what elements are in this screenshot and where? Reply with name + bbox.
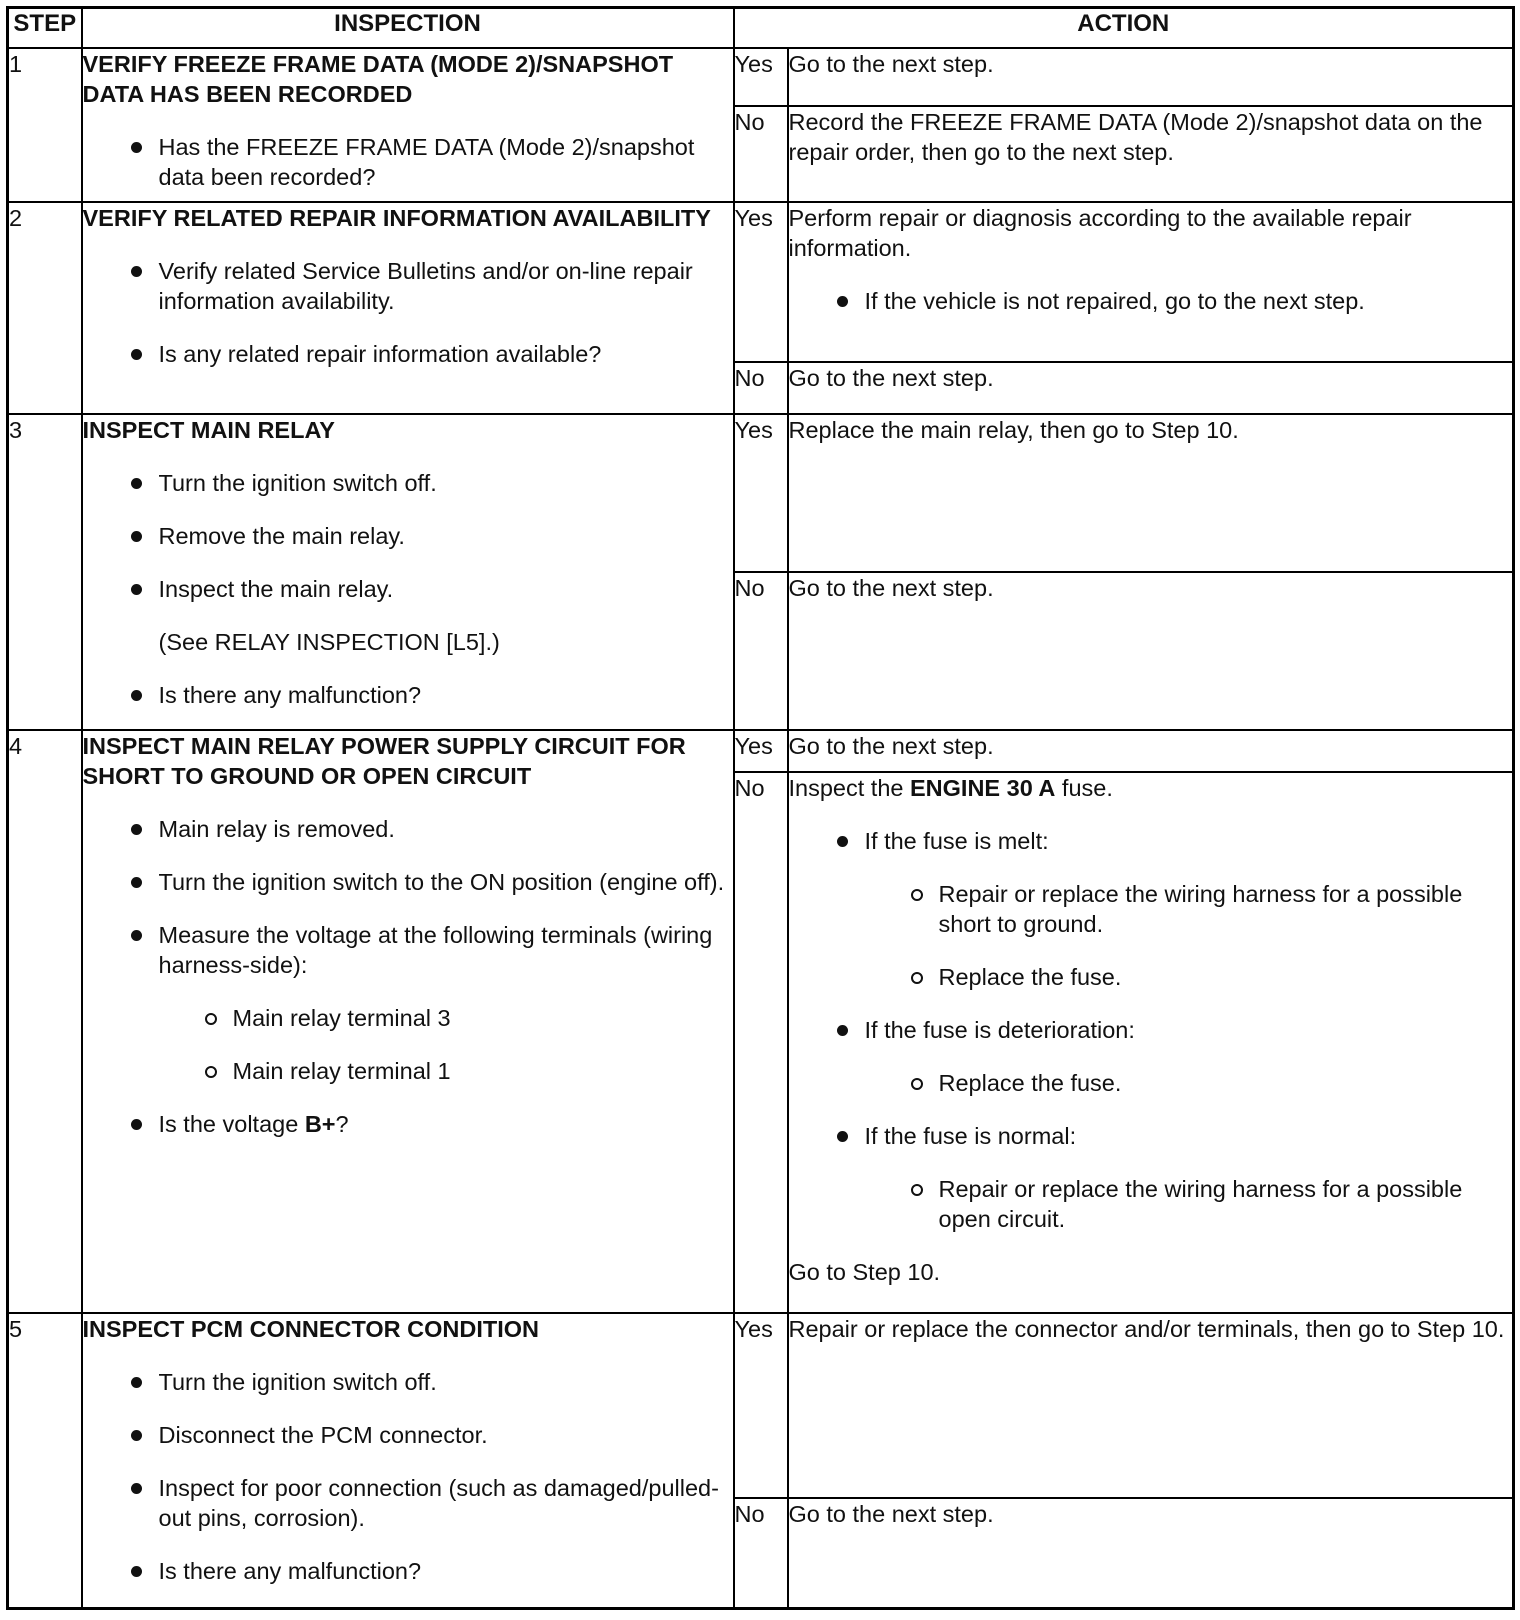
action-item: If the fuse is deterioration: bbox=[789, 1015, 1513, 1045]
inspection-cell bbox=[82, 1313, 734, 1608]
fuse-name: ENGINE 30 A bbox=[910, 775, 1056, 801]
voltage-question-mark: ? bbox=[335, 1111, 349, 1137]
inspection-item: Is there any malfunction? bbox=[83, 1556, 733, 1586]
step-number: 2 bbox=[8, 202, 82, 414]
inspection-list bbox=[83, 468, 733, 710]
diagnostic-procedure-table bbox=[6, 6, 1515, 1610]
yes-label: Yes bbox=[734, 202, 788, 362]
inspection-reference: (See RELAY INSPECTION [L5].) bbox=[158, 629, 500, 655]
no-label: No bbox=[734, 1498, 788, 1608]
action-subitem: Repair or replace the wiring harness for a possible short to ground. bbox=[789, 879, 1513, 939]
action-item: If the fuse is melt: bbox=[789, 826, 1513, 856]
table-row bbox=[8, 414, 1514, 572]
inspection-item: Turn the ignition switch to the ON position (engine off). bbox=[83, 867, 733, 897]
action-subitem: Replace the fuse. bbox=[789, 962, 1513, 992]
inspection-subitem: Main relay terminal 1 bbox=[83, 1056, 733, 1086]
yes-action: Go to the next step. bbox=[788, 730, 1514, 772]
no-action bbox=[788, 772, 1514, 1313]
no-action-list bbox=[789, 826, 1513, 1234]
inspection-item bbox=[83, 1109, 733, 1139]
no-action: Record the FREEZE FRAME DATA (Mode 2)/snapshot data on the repair order, then go to the next step. bbox=[788, 106, 1514, 202]
yes-label: Yes bbox=[734, 48, 788, 106]
no-action-final: Go to Step 10. bbox=[788, 1259, 941, 1285]
table-row bbox=[8, 48, 1514, 106]
inspection-item: Inspect the main relay. bbox=[83, 574, 733, 604]
yes-action: Replace the main relay, then go to Step 10. bbox=[788, 414, 1514, 572]
inspection-item: Has the FREEZE FRAME DATA (Mode 2)/snapshot data been recorded? bbox=[83, 132, 733, 192]
table-row bbox=[8, 1313, 1514, 1498]
table-row bbox=[8, 202, 1514, 362]
no-action: Go to the next step. bbox=[788, 1498, 1514, 1608]
header-action: ACTION bbox=[734, 8, 1514, 49]
action-subitem: Replace the fuse. bbox=[789, 1068, 1513, 1098]
yes-action-list bbox=[789, 286, 1513, 316]
step-number: 5 bbox=[8, 1313, 82, 1608]
table-row bbox=[8, 730, 1514, 772]
no-action: Go to the next step. bbox=[788, 572, 1514, 730]
inspection-title: INSPECT MAIN RELAY bbox=[82, 417, 335, 443]
yes-action: Repair or replace the connector and/or terminals, then go to Step 10. bbox=[788, 1313, 1514, 1498]
yes-label: Yes bbox=[734, 730, 788, 772]
inspection-list bbox=[83, 1367, 733, 1586]
inspection-title: VERIFY RELATED REPAIR INFORMATION AVAILABILITY bbox=[82, 205, 711, 231]
inspection-item: Disconnect the PCM connector. bbox=[83, 1420, 733, 1450]
action-item: If the fuse is normal: bbox=[789, 1121, 1513, 1151]
inspection-cell bbox=[82, 414, 734, 730]
no-label: No bbox=[734, 106, 788, 202]
inspection-item: Is any related repair information available? bbox=[83, 339, 733, 369]
yes-action bbox=[788, 202, 1514, 362]
inspection-item: Turn the ignition switch off. bbox=[83, 1367, 733, 1397]
inspection-cell bbox=[82, 48, 734, 202]
voltage-value: B+ bbox=[304, 1111, 336, 1137]
yes-action-text: Perform repair or diagnosis according to the available repair information. bbox=[788, 205, 1412, 261]
inspection-item: Is there any malfunction? bbox=[83, 680, 733, 710]
header-inspection: INSPECTION bbox=[82, 8, 734, 49]
no-label: No bbox=[734, 572, 788, 730]
inspection-item: Verify related Service Bulletins and/or on-line repair information availability. bbox=[83, 256, 733, 316]
no-action: Go to the next step. bbox=[788, 362, 1514, 414]
inspection-cell bbox=[82, 730, 734, 1313]
yes-action: Go to the next step. bbox=[788, 48, 1514, 106]
inspection-subitem: Main relay terminal 3 bbox=[83, 1003, 733, 1033]
inspection-cell bbox=[82, 202, 734, 414]
no-action-intro: Inspect the ENGINE 30 A fuse. bbox=[788, 775, 1113, 801]
inspection-item: Main relay is removed. bbox=[83, 814, 733, 844]
inspection-title: INSPECT PCM CONNECTOR CONDITION bbox=[82, 1316, 540, 1342]
yes-label: Yes bbox=[734, 414, 788, 572]
inspection-item: Inspect for poor connection (such as damaged/pulled-out pins, corrosion). bbox=[83, 1473, 733, 1533]
header-row bbox=[8, 8, 1514, 49]
yes-label: Yes bbox=[734, 1313, 788, 1498]
inspection-item: Turn the ignition switch off. bbox=[83, 468, 733, 498]
step-number: 3 bbox=[8, 414, 82, 730]
header-step: STEP bbox=[8, 8, 82, 49]
step-number: 4 bbox=[8, 730, 82, 1313]
step-number: 1 bbox=[8, 48, 82, 202]
action-item: If the vehicle is not repaired, go to the next step. bbox=[789, 286, 1513, 316]
voltage-question: Is the voltage bbox=[158, 1111, 305, 1137]
inspection-list bbox=[83, 814, 733, 1139]
action-subitem: Repair or replace the wiring harness for a possible open circuit. bbox=[789, 1174, 1513, 1234]
inspection-list bbox=[83, 132, 733, 192]
inspection-item: Remove the main relay. bbox=[83, 521, 733, 551]
inspection-title: INSPECT MAIN RELAY POWER SUPPLY CIRCUIT FOR SHORT TO GROUND OR OPEN CIRCUIT bbox=[82, 733, 686, 789]
inspection-title: VERIFY FREEZE FRAME DATA (MODE 2)/SNAPSHOT DATA HAS BEEN RECORDED bbox=[82, 51, 674, 107]
no-label: No bbox=[734, 772, 788, 1313]
inspection-item: Measure the voltage at the following terminals (wiring harness-side): bbox=[83, 920, 733, 980]
no-label: No bbox=[734, 362, 788, 414]
inspection-list bbox=[83, 256, 733, 369]
